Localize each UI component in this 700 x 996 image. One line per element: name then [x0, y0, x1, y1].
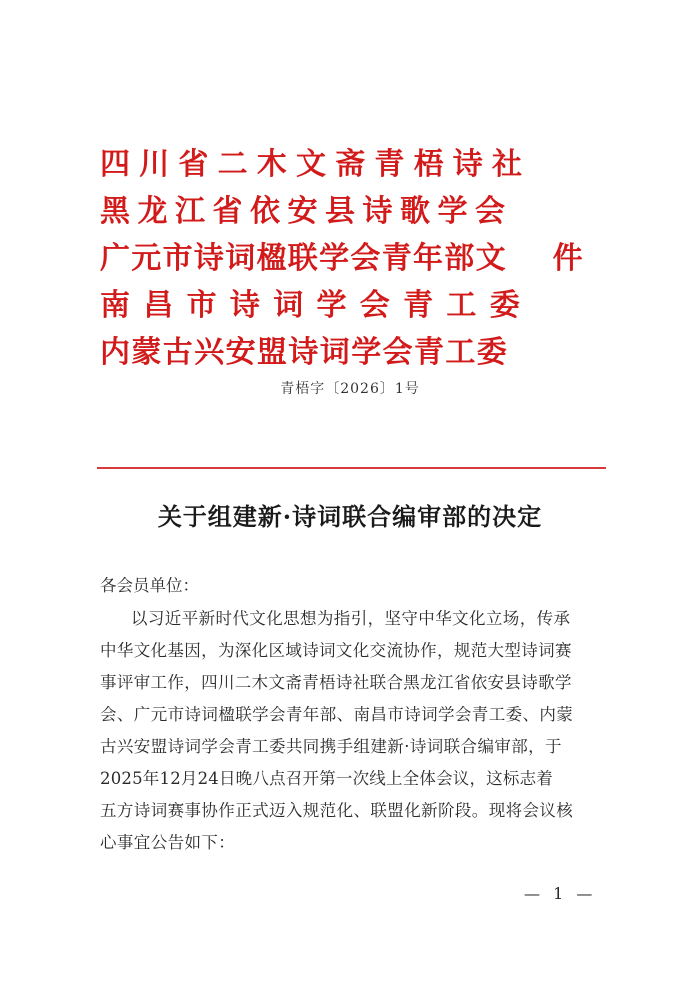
- body-line-2: 中华文化基因，为深化区域诗词文化交流协作，规范大型诗词赛: [100, 641, 572, 660]
- org-line-2: 黑龙江省依安县诗歌学会: [100, 194, 513, 229]
- body-line-3: 事评审工作，四川二木文斋青梧诗社联合黑龙江省依安县诗歌学: [100, 673, 572, 692]
- org-line-4: 南昌市诗词学会青工委: [100, 288, 533, 323]
- document-suffix: 文件: [475, 241, 630, 276]
- body-line-5: 古兴安盟诗词学会青工委共同携手组建新·诗词联合编审部，于: [100, 737, 562, 756]
- document-title: 关于组建新·诗词联合编审部的决定: [157, 502, 543, 531]
- body-line-7: 五方诗词赛事协作正式迈入规范化、联盟化新阶段。现将会议核: [100, 801, 574, 820]
- body-line-1: 以习近平新时代文化思想为指引，坚守中华文化立场，传承: [131, 609, 571, 628]
- page-number: — 1 —: [524, 884, 597, 903]
- body-line-4: 会、广元市诗词楹联学会青年部、南昌市诗词学会青工委、内蒙: [100, 705, 574, 724]
- org-line-5: 内蒙古兴安盟诗词学会青工委: [100, 335, 509, 370]
- body-line-6: 2025年12月24日晚八点召开第一次线上全体会议，这标志着: [100, 769, 553, 788]
- org-line-3: [100, 241, 630, 276]
- org-line-3-name: 广元市诗词楹联学会青年部: [100, 241, 476, 276]
- org-line-1: 四川省二木文斋青梧诗社: [100, 147, 532, 182]
- salutation: 各会员单位：: [100, 576, 199, 595]
- body-line-8: 心事宜公告如下：: [100, 833, 236, 852]
- red-separator-line: [97, 467, 606, 469]
- document-number: 青梧字〔2026〕1号: [280, 381, 420, 397]
